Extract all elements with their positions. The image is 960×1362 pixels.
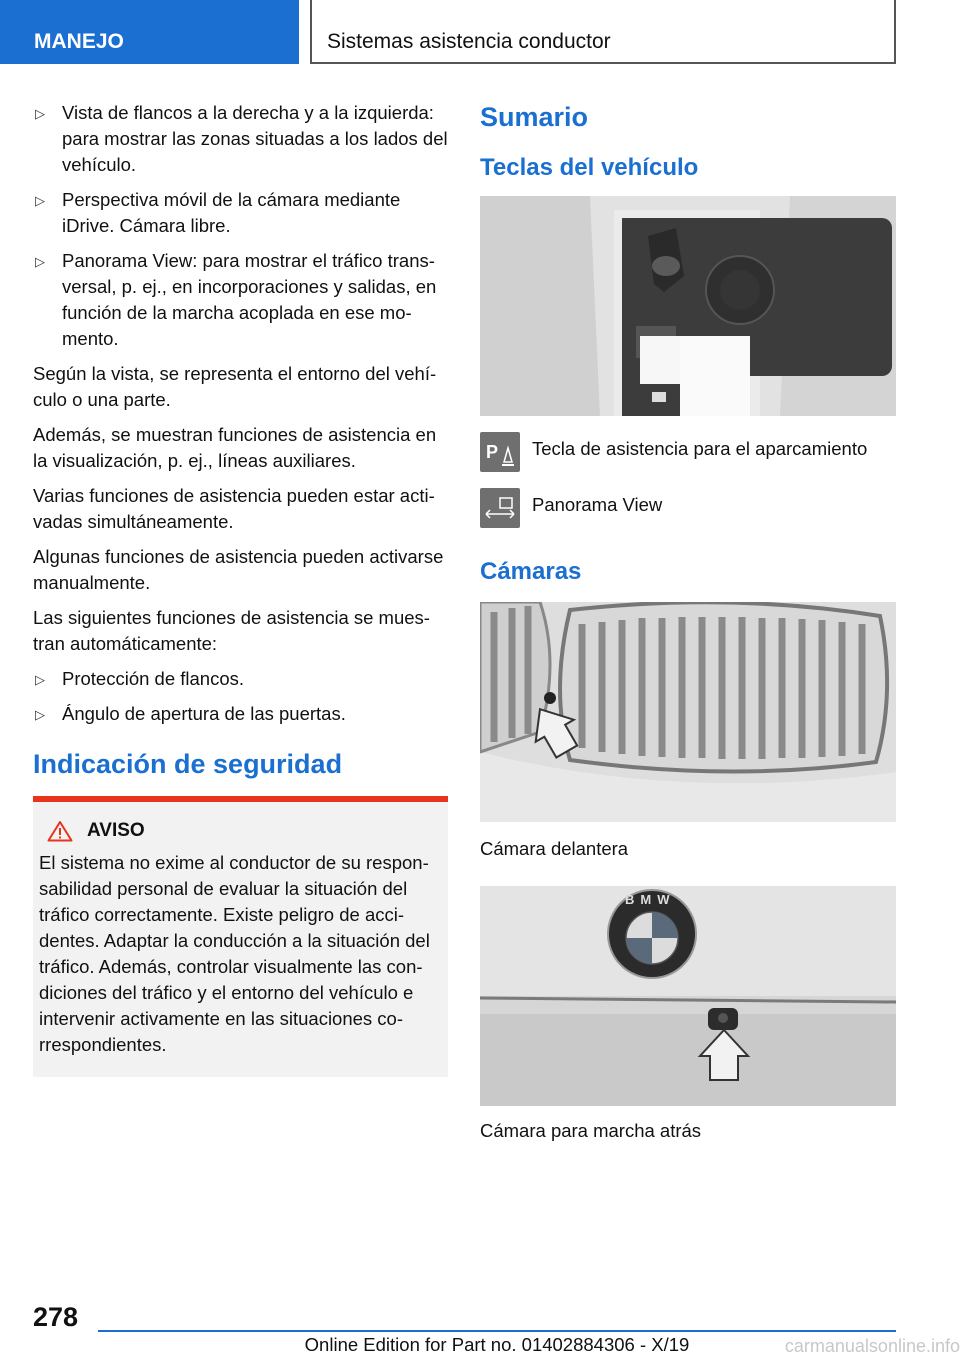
- footer-edition: Online Edition for Part no. 01402884306 - X/19: [304, 1334, 690, 1355]
- warning-box: [33, 802, 448, 1077]
- rear-camera-caption: Cámara para marcha atrás: [480, 1120, 702, 1141]
- paragraph: Según la vista, se representa el entorno del vehículo o una parte.: [33, 363, 437, 410]
- key-label: Tecla de asistencia para el aparcamiento: [532, 438, 868, 459]
- center-console-image: [480, 196, 896, 416]
- triangle-bullet-icon: ▷: [35, 254, 45, 269]
- list-item: ▷ Vista de flancos a la derecha y a la izquierda: para mostrar las zonas situadas a los lados del vehículo.: [35, 102, 448, 175]
- paragraph: Algunas funciones de asistencia pueden activarse manualmente.: [33, 546, 444, 593]
- bmw-logo: [608, 890, 696, 978]
- warning-triangle-icon: [47, 820, 73, 842]
- summary-heading: Sumario: [480, 102, 589, 132]
- list-item: ▷ Protección de flancos.: [33, 666, 448, 692]
- svg-text:P: P: [486, 442, 499, 462]
- triangle-bullet-icon: ▷: [35, 106, 45, 121]
- bmw-logo-text: BMW: [625, 892, 676, 907]
- right-column: [480, 100, 896, 1144]
- triangle-bullet-icon: ▷: [35, 707, 45, 722]
- key-row-panorama: [480, 488, 896, 528]
- safety-heading: Indicación de seguridad: [33, 749, 343, 779]
- warning-text: El sistema no exime al conductor de su responsabilidad personal de evaluar la situación del tráfico correctamente. Existe peligro de accidentes. Adaptar la conducción a la situación del tráfico. Además, controlar visualmente las condiciones del tráfico y el entorno del vehículo e intervenir activamente en las situaciones correspondientes.: [39, 852, 430, 1055]
- left-column: [33, 100, 448, 1077]
- list-item: ▷ Ángulo de apertura de las puertas.: [33, 701, 448, 727]
- key-row-parking: [480, 432, 896, 472]
- key-label: Panorama View: [532, 494, 663, 515]
- watermark: carmanualsonline.info: [784, 1336, 960, 1356]
- list-item: ▷ Panorama View: para mostrar el tráfico transversal, p. ej., en incorporaciones y salidas, en función de la marcha acoplada en ese momento.: [35, 250, 437, 349]
- footer-divider: [98, 1330, 896, 1332]
- warning-label: AVISO: [87, 820, 145, 841]
- section-tab: MANEJO: [0, 0, 299, 64]
- page-number: 278: [33, 1302, 79, 1332]
- triangle-bullet-icon: ▷: [35, 672, 45, 687]
- rear-camera-image: [480, 886, 896, 1106]
- vehicle-keys-heading: Teclas del vehículo: [480, 154, 699, 181]
- panorama-view-icon: [480, 488, 520, 528]
- front-camera-image: [480, 602, 896, 822]
- paragraph: Las siguientes funciones de asistencia se muestran automáticamente:: [33, 607, 430, 654]
- cameras-heading: Cámaras: [480, 558, 582, 585]
- front-camera-caption: Cámara delantera: [480, 838, 629, 859]
- paragraph: Varias funciones de asistencia pueden estar activadas simultáneamente.: [33, 485, 435, 532]
- warning-header: [39, 820, 438, 842]
- parking-assist-icon: [480, 432, 520, 472]
- paragraph: Además, se muestran funciones de asistencia en la visualización, p. ej., líneas auxiliares.: [33, 424, 437, 471]
- chapter-title: Sistemas asistencia conductor: [310, 0, 896, 64]
- triangle-bullet-icon: ▷: [35, 193, 45, 208]
- list-item: ▷ Perspectiva móvil de la cámara mediante iDrive. Cámara libre.: [35, 189, 401, 236]
